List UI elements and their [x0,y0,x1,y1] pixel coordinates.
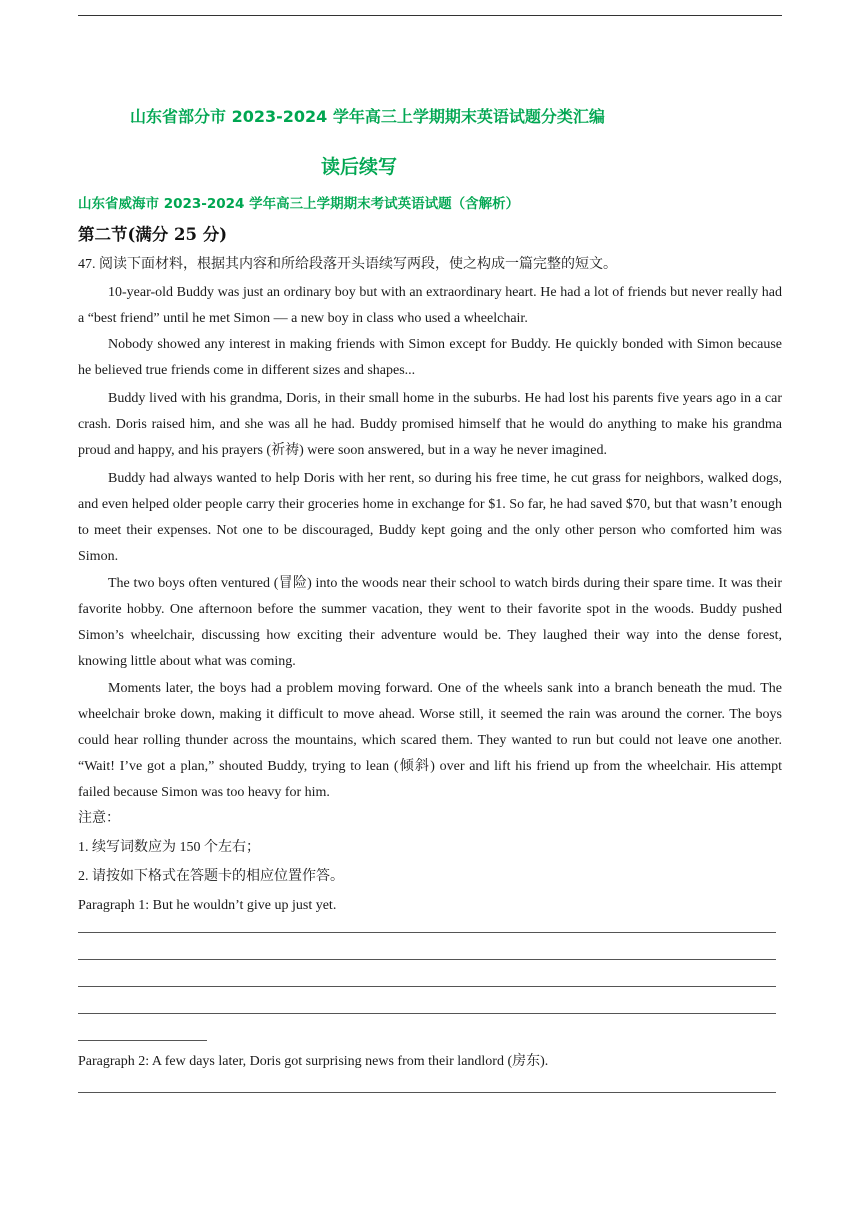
answer-line [78,932,776,933]
question-body [78,254,782,1093]
source-title: 山东省威海市 2023-2024 学年高三上学期期末考试英语试题（含解析） [78,196,520,212]
paragraph-1-prompt: Paragraph 1: But he wouldn’t give up just yet. [78,898,337,913]
answer-line [78,986,776,987]
passage-paragraph: Moments later, the boys had a problem moving forward. One of the wheels sank into a branch beneath the mud. The wheelchair broke down, making it difficult to move ahead. Worse still, it seemed the rain was around the corner. The boys could hear rolling thunder across the mountains, which scared them. They wanted to run but could not leave one another. “Wait! I’ve got a plan,” shouted Buddy, trying to lean (倾斜) over and lift his friend up from the wheelchair. His attempt failed because Simon was too heavy for him. [78,681,782,800]
answer-line [78,1092,776,1093]
page-subtitle: 读后续写 [321,156,398,178]
paragraph-2-prompt: Paragraph 2: A few days later, Doris got surprising news from their landlord (房东). [78,1054,549,1069]
passage-paragraph: Buddy had always wanted to help Doris with her rent, so during his free time, he cut grass for neighbors, walked dogs, and even helped older people carry their groceries home in exchange for $1. So far, he had saved $70, but that wasn’t enough to meet their expenses. Not one to be discouraged, Buddy kept going and the only other person who comforted him was Simon. [78,471,782,564]
answer-line [78,959,776,960]
answer-line [78,1013,776,1014]
page-title: 山东省部分市 2023-2024 学年高三上学期期末英语试题分类汇编 [130,107,605,126]
passage-paragraph: Nobody showed any interest in making friends with Simon except for Buddy. He quickly bonded with Simon because he believed true friends come in different sizes and shapes... [78,337,782,378]
note-item: 2. 请按如下格式在答题卡的相应位置作答。 [78,869,344,884]
passage-paragraph: 10-year-old Buddy was just an ordinary boy but with an extraordinary heart. He had a lot of friends but never really had a “best friend” until he met Simon — a new boy in class who used a wheelchair. [78,285,782,326]
note-item: 1. 续写词数应为 150 个左右； [78,840,260,855]
question-instruction: 47. 阅读下面材料，根据其内容和所给段落开头语续写两段，使之构成一篇完整的短文。 [78,257,617,272]
notes-label: 注意： [78,811,120,826]
top-rule [78,15,782,16]
passage-paragraph: The two boys often ventured (冒险) into the woods near their school to watch birds during their spare time. It was their favorite hobby. One afternoon before the summer vacation, they went to their favorite spot in the woods. Buddy pushed Simon’s wheelchair, discussing how exciting their adventure would be. They laughed their way into the dense forest, knowing little about what was coming. [78,576,782,669]
answer-line [78,1040,207,1041]
passage-paragraph: Buddy lived with his grandma, Doris, in their small home in the suburbs. He had lost his parents five years ago in a car crash. Doris raised him, and she was all he had. Buddy promised himself that he would do anything to make his grandma proud and happy, and his prayers (祈祷) were soon answered, but in a way he never imagined. [78,391,782,458]
section-title: 第二节(满分 25 分) [78,225,228,244]
